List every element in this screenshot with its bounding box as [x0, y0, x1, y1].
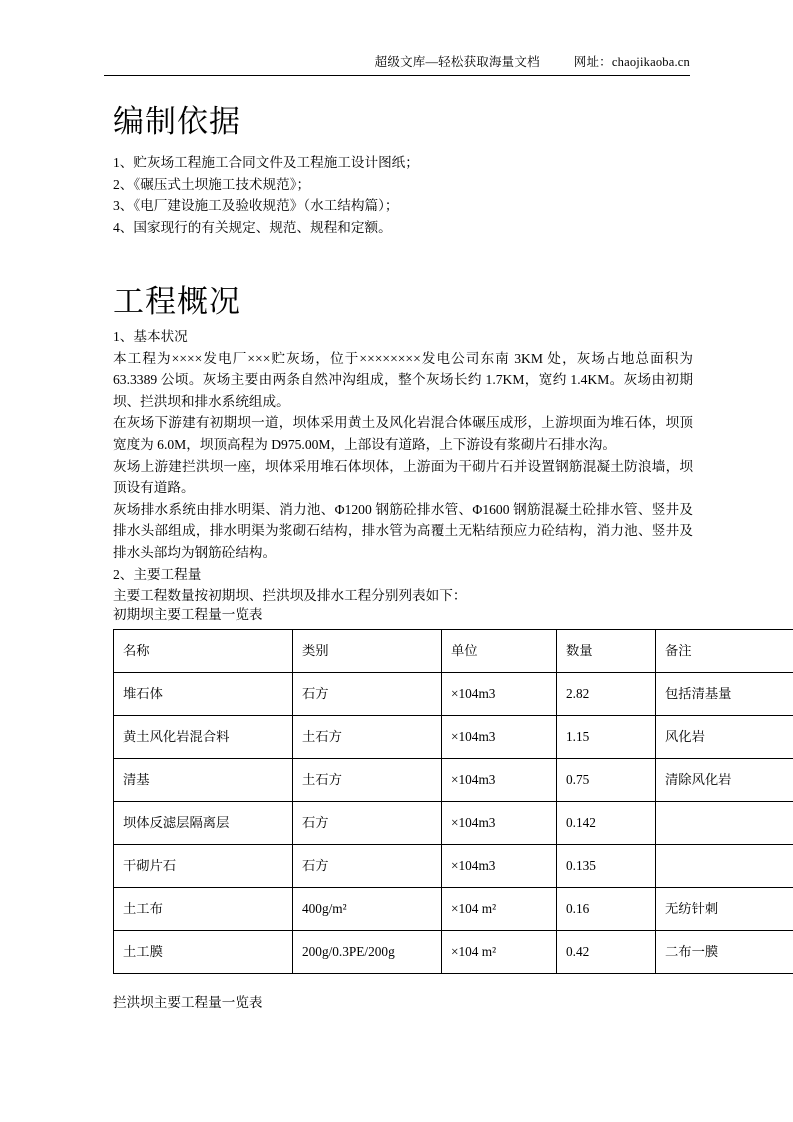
header-site-name: 超级文库—轻松获取海量文档: [374, 55, 540, 69]
table-cell-name: 清基: [114, 759, 293, 802]
table-cell-note: [656, 802, 793, 845]
overview-paragraph: 灰场上游建拦洪坝一座，坝体采用堆石体坝体，上游面为干砌片石并设置钢筋混凝土防浪墙，坝顶设有道路。: [113, 458, 693, 496]
table-cell-name: 干砌片石: [114, 845, 293, 888]
quantities-table-wrapper: [113, 629, 732, 974]
table-cell-category: 石方: [293, 802, 442, 845]
table-cell-quantity: 0.75: [557, 759, 656, 802]
table-cell-category: 土石方: [293, 716, 442, 759]
table-cell-note: 无纺针刺: [656, 888, 793, 931]
table-cell-quantity: 0.135: [557, 845, 656, 888]
table-row: [114, 931, 793, 974]
table-caption-bottom: 拦洪坝主要工程量一览表: [113, 995, 263, 1010]
table-cell-quantity: 2.82: [557, 673, 656, 716]
basis-list-item: 2、《碾压式土坝施工技术规范》；: [113, 176, 311, 192]
section-title-overview: 工程概况: [113, 284, 241, 319]
table-header-cell: 数量: [557, 630, 656, 673]
quantities-table: [113, 629, 793, 974]
table-row: [114, 673, 793, 716]
table-header-row: [114, 630, 793, 673]
table-cell-unit: ×104m3: [442, 845, 557, 888]
table-cell-unit: ×104m3: [442, 716, 557, 759]
table-cell-unit: ×104m3: [442, 759, 557, 802]
table-cell-note: 二布一膜: [656, 931, 793, 974]
overview-item-2-label: 2、主要工程量: [113, 566, 202, 582]
table-cell-unit: ×104 m²: [442, 931, 557, 974]
table-row: [114, 888, 793, 931]
table-header-cell: 备注: [656, 630, 793, 673]
table-cell-note: 风化岩: [656, 716, 793, 759]
basis-list-item: 1、贮灰场工程施工合同文件及工程施工设计图纸；: [113, 155, 419, 170]
table-cell-category: 400g/m²: [293, 888, 442, 931]
basis-list-item: 3、《电厂建设施工及验收规范》（水工结构篇）；: [113, 198, 399, 214]
table-cell-note: 清除风化岩: [656, 759, 793, 802]
overview-item-1-label: 1、基本状况: [113, 329, 188, 344]
table-cell-unit: ×104m3: [442, 673, 557, 716]
table-row: [114, 716, 793, 759]
table-cell-unit: ×104m3: [442, 802, 557, 845]
header-site-url: 网址：chaojikaoba.cn: [573, 55, 690, 69]
overview-paragraph: 本工程为××××发电厂×××贮灰场，位于××××××××发电公司东南 3KM 处，灰场占地总面积为 63.3389 公顷。灰场主要由两条自然冲沟组成，整个灰场长约 1.7KM，宽约 1.4KM。灰场由初期坝、拦洪坝和排水系统组成。: [113, 350, 693, 409]
table-header-cell: 类别: [293, 630, 442, 673]
table-cell-category: 200g/0.3PE/200g: [293, 931, 442, 974]
overview-paragraph: 灰场排水系统由排水明渠、消力池、Φ1200 钢筋砼排水管、Φ1600 钢筋混凝土砼排水管、竖井及排水头部组成，排水明渠为浆砌石结构，排水管为高覆土无粘结预应力砼结构，消力池、竖井及排水头部均为钢筋砼结构。: [113, 501, 693, 560]
section-title-basis: 编制依据: [113, 104, 241, 139]
overview-body: [113, 326, 693, 607]
table-header-cell: 名称: [114, 630, 293, 673]
basis-list-item: 4、国家现行的有关规定、规范、规程和定额。: [113, 219, 392, 235]
table-cell-name: 堆石体: [114, 673, 293, 716]
header-text-row: [104, 52, 690, 75]
table-cell-name: 黄土风化岩混合料: [114, 716, 293, 759]
table-cell-category: 土石方: [293, 759, 442, 802]
overview-paragraph: 在灰场下游建有初期坝一道，坝体采用黄土及风化岩混合体碾压成形，上游坝面为堆石体，坝顶宽度为 6.0M，坝顶高程为 D975.00M，上部设有道路，上下游设有浆砌片石排水沟。: [113, 415, 693, 452]
table-cell-quantity: 0.16: [557, 888, 656, 931]
table-cell-name: 坝体反滤层隔离层: [114, 802, 293, 845]
table-cell-name: 土工布: [114, 888, 293, 931]
table-cell-unit: ×104 m²: [442, 888, 557, 931]
table-cell-category: 石方: [293, 845, 442, 888]
table-cell-quantity: 0.142: [557, 802, 656, 845]
page-header: [104, 52, 690, 76]
table-cell-quantity: 0.42: [557, 931, 656, 974]
table-cell-note: 包括清基量: [656, 673, 793, 716]
header-divider: [104, 75, 690, 76]
table-header-cell: 单位: [442, 630, 557, 673]
table-caption-top: 初期坝主要工程量一览表: [113, 607, 263, 622]
table-cell-note: [656, 845, 793, 888]
overview-paragraph: 主要工程数量按初期坝、拦洪坝及排水工程分别列表如下：: [113, 588, 467, 604]
table-row: [114, 845, 793, 888]
table-cell-name: 土工膜: [114, 931, 293, 974]
basis-list: [113, 152, 693, 238]
table-row: [114, 759, 793, 802]
table-cell-category: 石方: [293, 673, 442, 716]
table-row: [114, 802, 793, 845]
table-cell-quantity: 1.15: [557, 716, 656, 759]
